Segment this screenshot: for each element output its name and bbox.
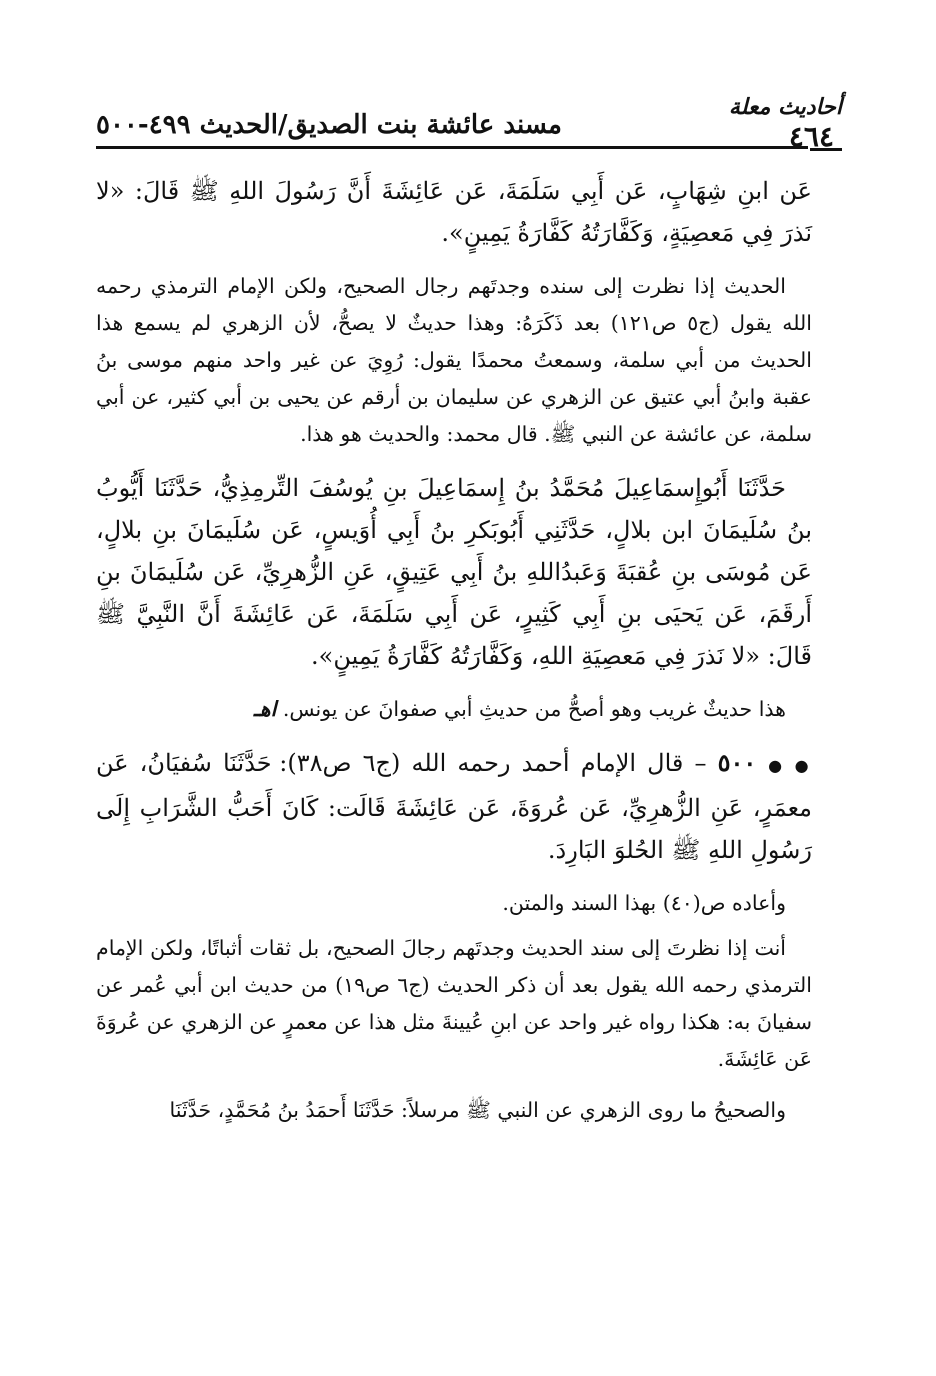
hadith-chain-paragraph: حَدَّثَنَا أَبُوإِسمَاعِيلَ مُحَمَّدُ بنُ إِسمَاعِيلَ بنِ يُوسُفَ التِّرمِذِيُّ، حَدَّثَنَا أَيُّوبُ بنُ سُلَيمَانَ ابن بلالٍ، حَدَّثَنِي أَبُوبَكرِ بنُ أَبِي أُوَيسٍ، عَن سُلَيمَانَ بنِ بلالٍ، عَن مُوسَى بنِ عُقبَةَ وَعَبدُاللهِ بنُ أَبِي عَتِيقٍ، عَنِ الزُّهرِيِّ، عَن سُلَيمَانَ بنِ أَرقَمَ، عَن يَحيَى بنِ أَبِي كَثِيرٍ، عَن أَبِي سَلَمَةَ، عَن عَائِشَةَ أَنَّ النَّبِيَّ ﷺ قَالَ: «لا نَذرَ فِي مَعصِيَةِ اللهِ، وَكَفَّارَتُهُ كَفَّارَةُ يَمِينٍ». xyxy=(96,474,812,670)
hadith-500-paragraph xyxy=(96,742,812,871)
main-text xyxy=(96,170,812,1143)
end-quote-mark: اهـ xyxy=(253,697,277,721)
commentary-paragraph-1: الحديث إذا نظرت إلى سنده وجدتَهم رجال الصحيح، ولكن الإمام الترمذي رحمه الله يقول (ج٥ ص١٢١) بعد ذَكَرَهُ: وهذا حديثٌ لا يصحُّ، لأن الزهري لم يسمع هذا الحديث من أبي سلمة، وسمعتُ محمدًا يقول: رُوِيَ عن غير واحد منهم موسى بنُ عقبة وابنُ أبي عتيق عن الزهري عن سليمان بن أرقم عن يحيى بن أبي كثير، عن أبي سلمة، عن عائشة عن النبي ﷺ. قال محمد: والحديث هو هذا. xyxy=(96,274,812,446)
commentary-paragraph-5: والصحيحُ ما روى الزهري عن النبي ﷺ مرسلاً: حَدَّثَنَا أَحمَدُ بنُ مُحَمَّدٍ، حَدَّثَنَا xyxy=(169,1098,786,1122)
bullet-marks: ● ● xyxy=(768,756,813,775)
header-rule-short xyxy=(810,148,842,151)
hadith-number-block xyxy=(718,748,812,777)
header-rule xyxy=(96,146,808,149)
commentary-paragraph-4: أنت إذا نظرتَ إلى سند الحديث وجدتَهم رجالَ الصحيح، بل ثقات أثباتًا، ولكن الإمام الترمذي رحمه الله يقول بعد أن ذكر الحديث (ج٦ ص١٩) من حديث ابن أبي عُمر عن سفيانَ به: هكذا رواه غير واحد عن ابنِ عُيينةَ مثل هذا عن معمرٍ عن الزهري عن عُروَةَ عَن عَائِشَةَ. xyxy=(96,936,812,1071)
commentary-paragraph-2 xyxy=(96,691,812,728)
hadith-500-text: – قال الإمام أحمد رحمه الله (ج٦ ص٣٨): حَدَّثَنَا سُفيَانُ، عَن معمَرٍ، عَنِ الزُّهرِيِّ، عَن عُروَةَ، عَن عَائِشَةَ قَالَت: كَانَ أَحَبُّ الشَّرَابِ إِلَى رَسُولِ اللهِ ﷺ الحُلوَ البَارِدَ. xyxy=(96,749,812,864)
commentary-paragraph-3: وأعاده ص(٤٠) بهذا السند والمتن. xyxy=(502,891,786,915)
hadith-number: ٥٠٠ xyxy=(717,748,757,777)
corner-label: أحاديث معلة xyxy=(728,94,842,120)
running-title: مسند عائشة بنت الصديق/الحديث ٤٩٩-٥٠٠ xyxy=(96,110,562,140)
hadith-text-1: عَن ابنِ شِهَابٍ، عَن أَبِي سَلَمَةَ، عَن عَائِشَةَ أَنَّ رَسُولَ اللهِ ﷺ قَالَ: «لا نَذرَ فِي مَعصِيَةٍ، وَكَفَّارَتُهُ كَفَّارَةُ يَمِينٍ». xyxy=(96,177,812,247)
page-header xyxy=(96,90,842,160)
page-number: ٤٦٤ xyxy=(788,120,834,153)
commentary-text: هذا حديثٌ غريب وهو أصحُّ من حديثِ أبي صفوانَ عن يونس. xyxy=(282,697,786,721)
